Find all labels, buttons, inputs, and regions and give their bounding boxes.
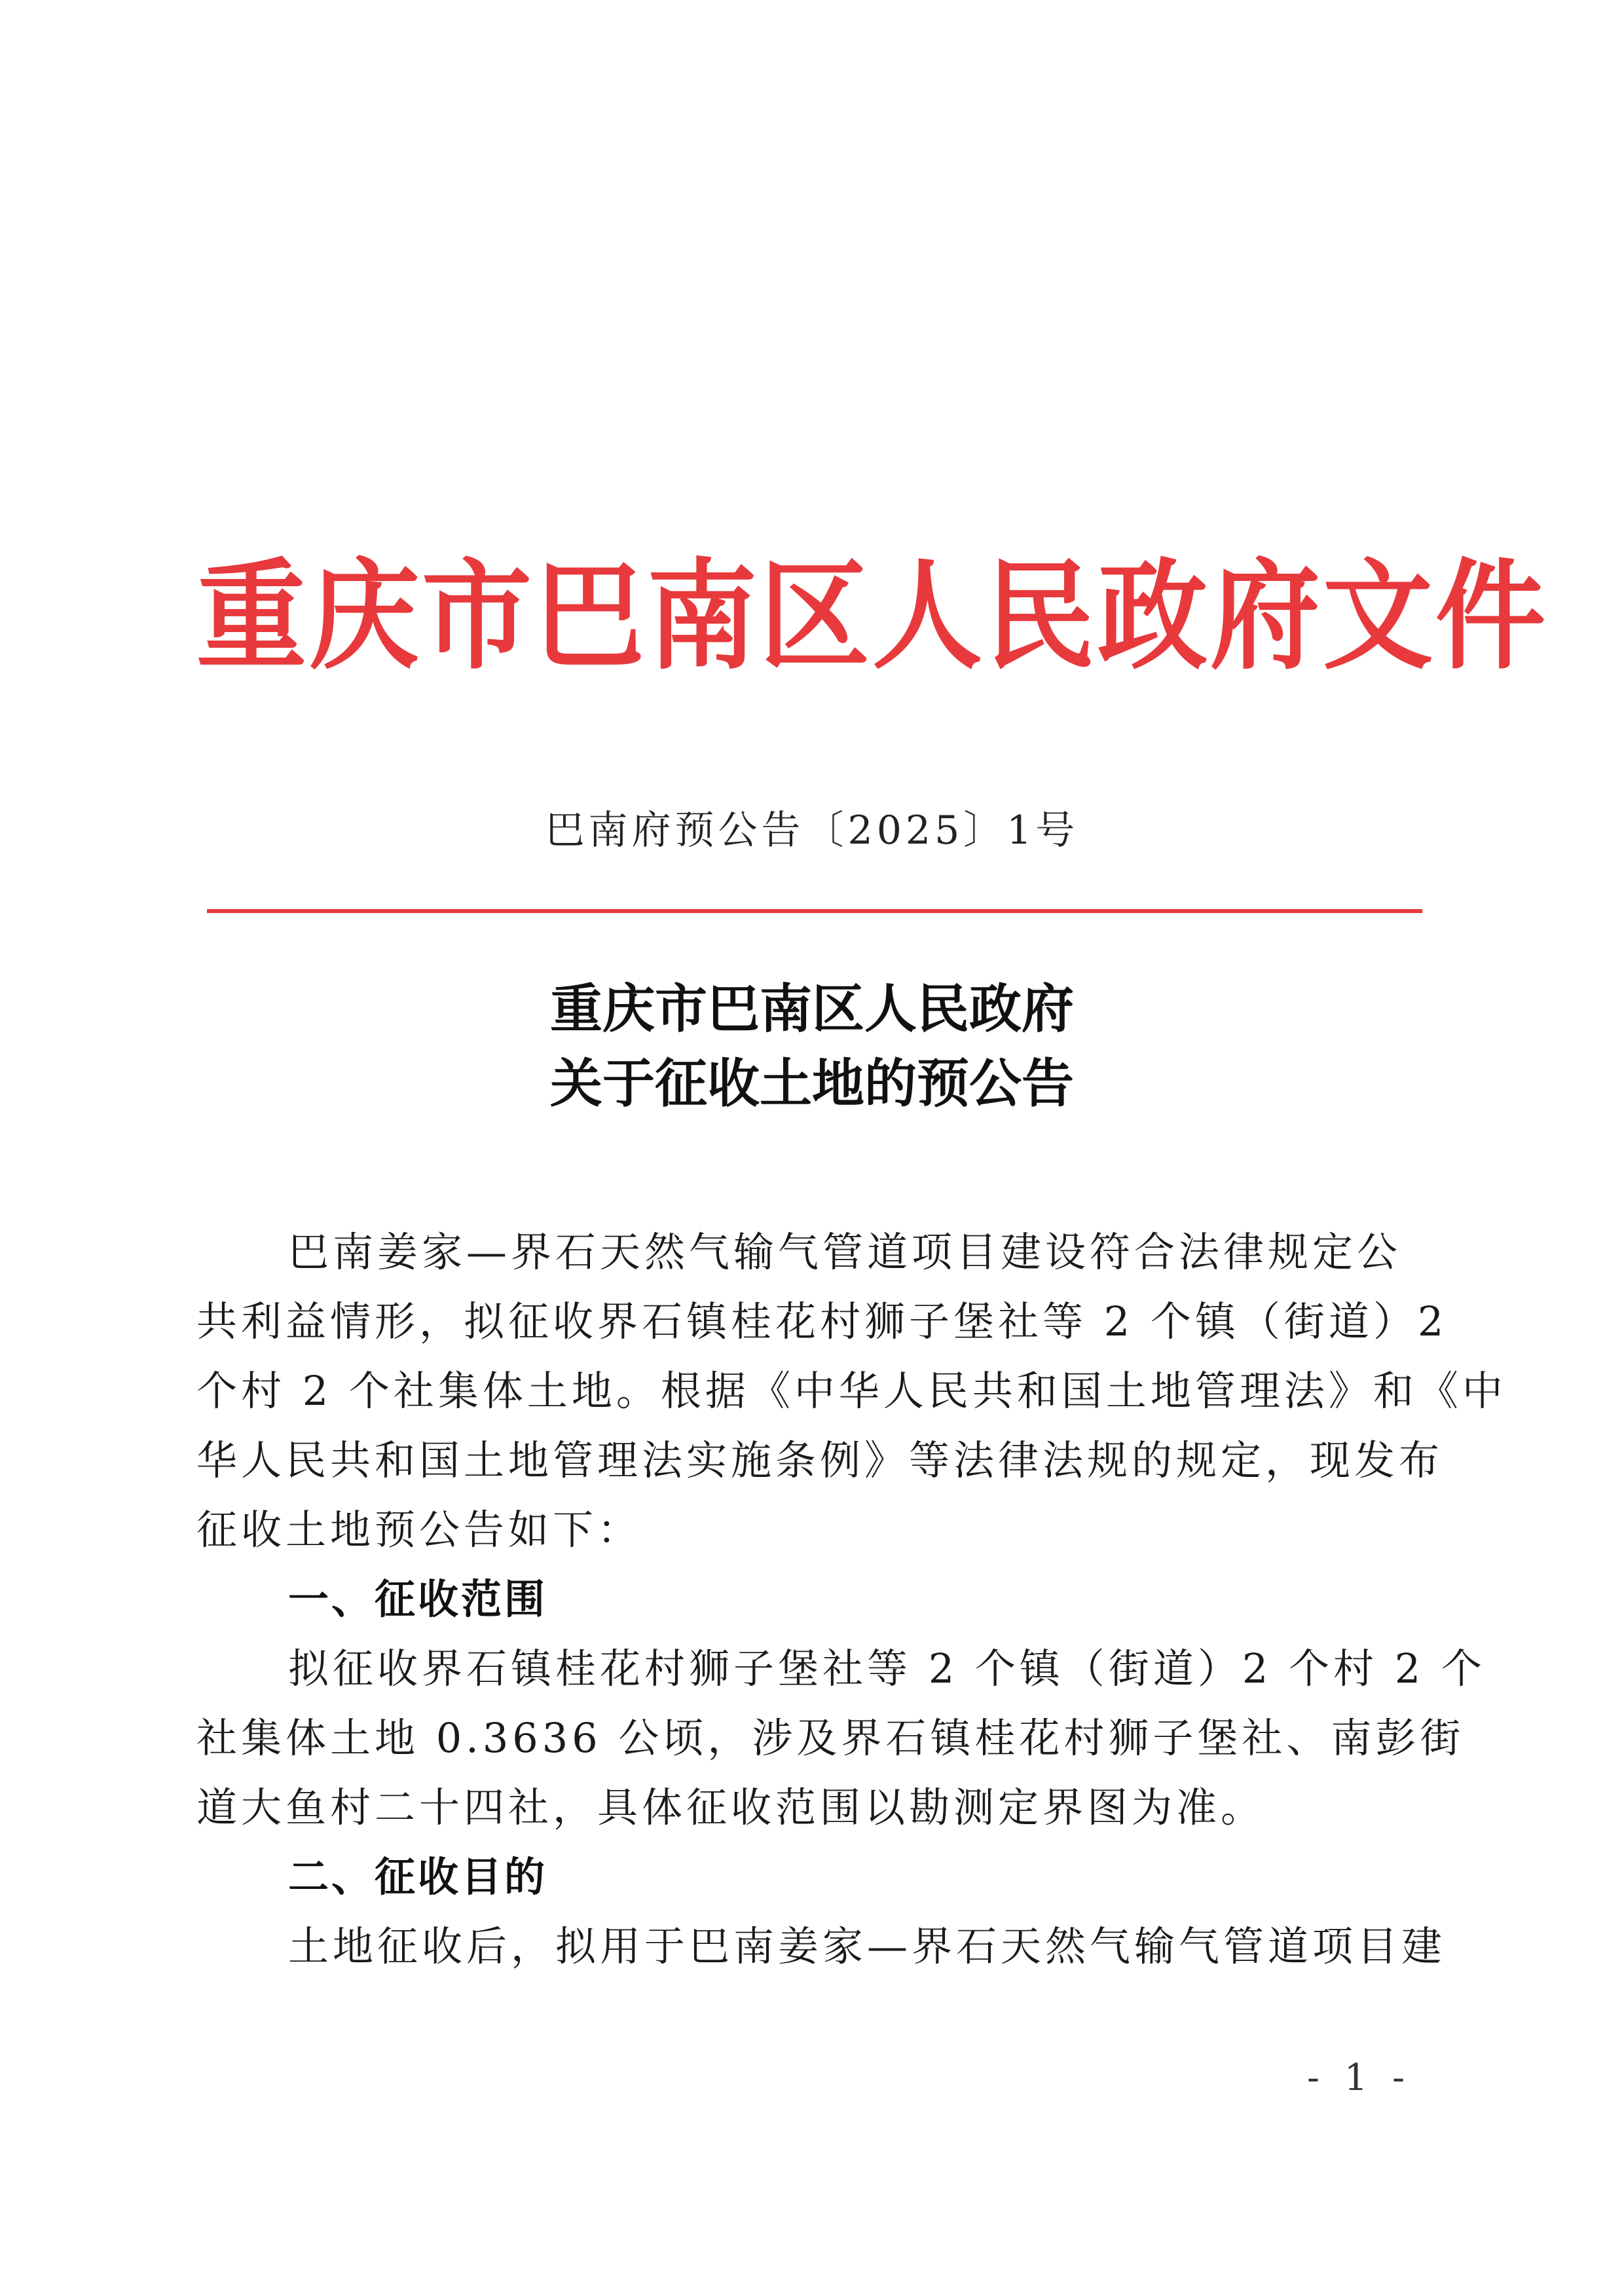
purpose-line-1: 土地征收后，拟用于巴南姜家—界石天然气输气管道项目建 xyxy=(288,1922,1447,1970)
scope-line-3: 道大鱼村二十四社，具体征收范围以勘测定界图为准。 xyxy=(196,1783,1266,1831)
page-number: - 1 - xyxy=(1307,2057,1412,2099)
intro-line-4: 华人民共和国土地管理法实施条例》等法律法规的规定，现发布 xyxy=(196,1436,1444,1484)
document-title-line-2: 关于征收土地的预公告 xyxy=(550,1053,1074,1114)
red-divider-line xyxy=(207,909,1422,913)
scope-line-2: 社集体土地 0.3636 公顷，涉及界石镇桂花村狮子堡社、南彭街 xyxy=(196,1714,1465,1762)
intro-line-1: 巴南姜家—界石天然气输气管道项目建设符合法律规定公 xyxy=(288,1228,1402,1276)
section-heading-scope: 一、征收范围 xyxy=(288,1575,548,1623)
issuing-authority-header: 重庆市巴南区人民政府文件 xyxy=(196,546,1548,686)
intro-line-2: 共利益情形，拟征收界石镇桂花村狮子堡社等 2 个镇（街道）2 xyxy=(196,1297,1448,1345)
scope-line-1: 拟征收界石镇桂花村狮子堡社等 2 个镇（街道）2 个村 2 个 xyxy=(288,1645,1486,1692)
intro-line-3: 个村 2 个社集体土地。根据《中华人民共和国土地管理法》和《中 xyxy=(196,1367,1507,1415)
intro-line-5: 征收土地预公告如下： xyxy=(196,1506,642,1554)
section-heading-purpose: 二、征收目的 xyxy=(288,1853,548,1901)
document-number: 巴南府预公告〔2025〕1号 xyxy=(545,808,1079,853)
document-title-line-1: 重庆市巴南区人民政府 xyxy=(550,978,1074,1039)
